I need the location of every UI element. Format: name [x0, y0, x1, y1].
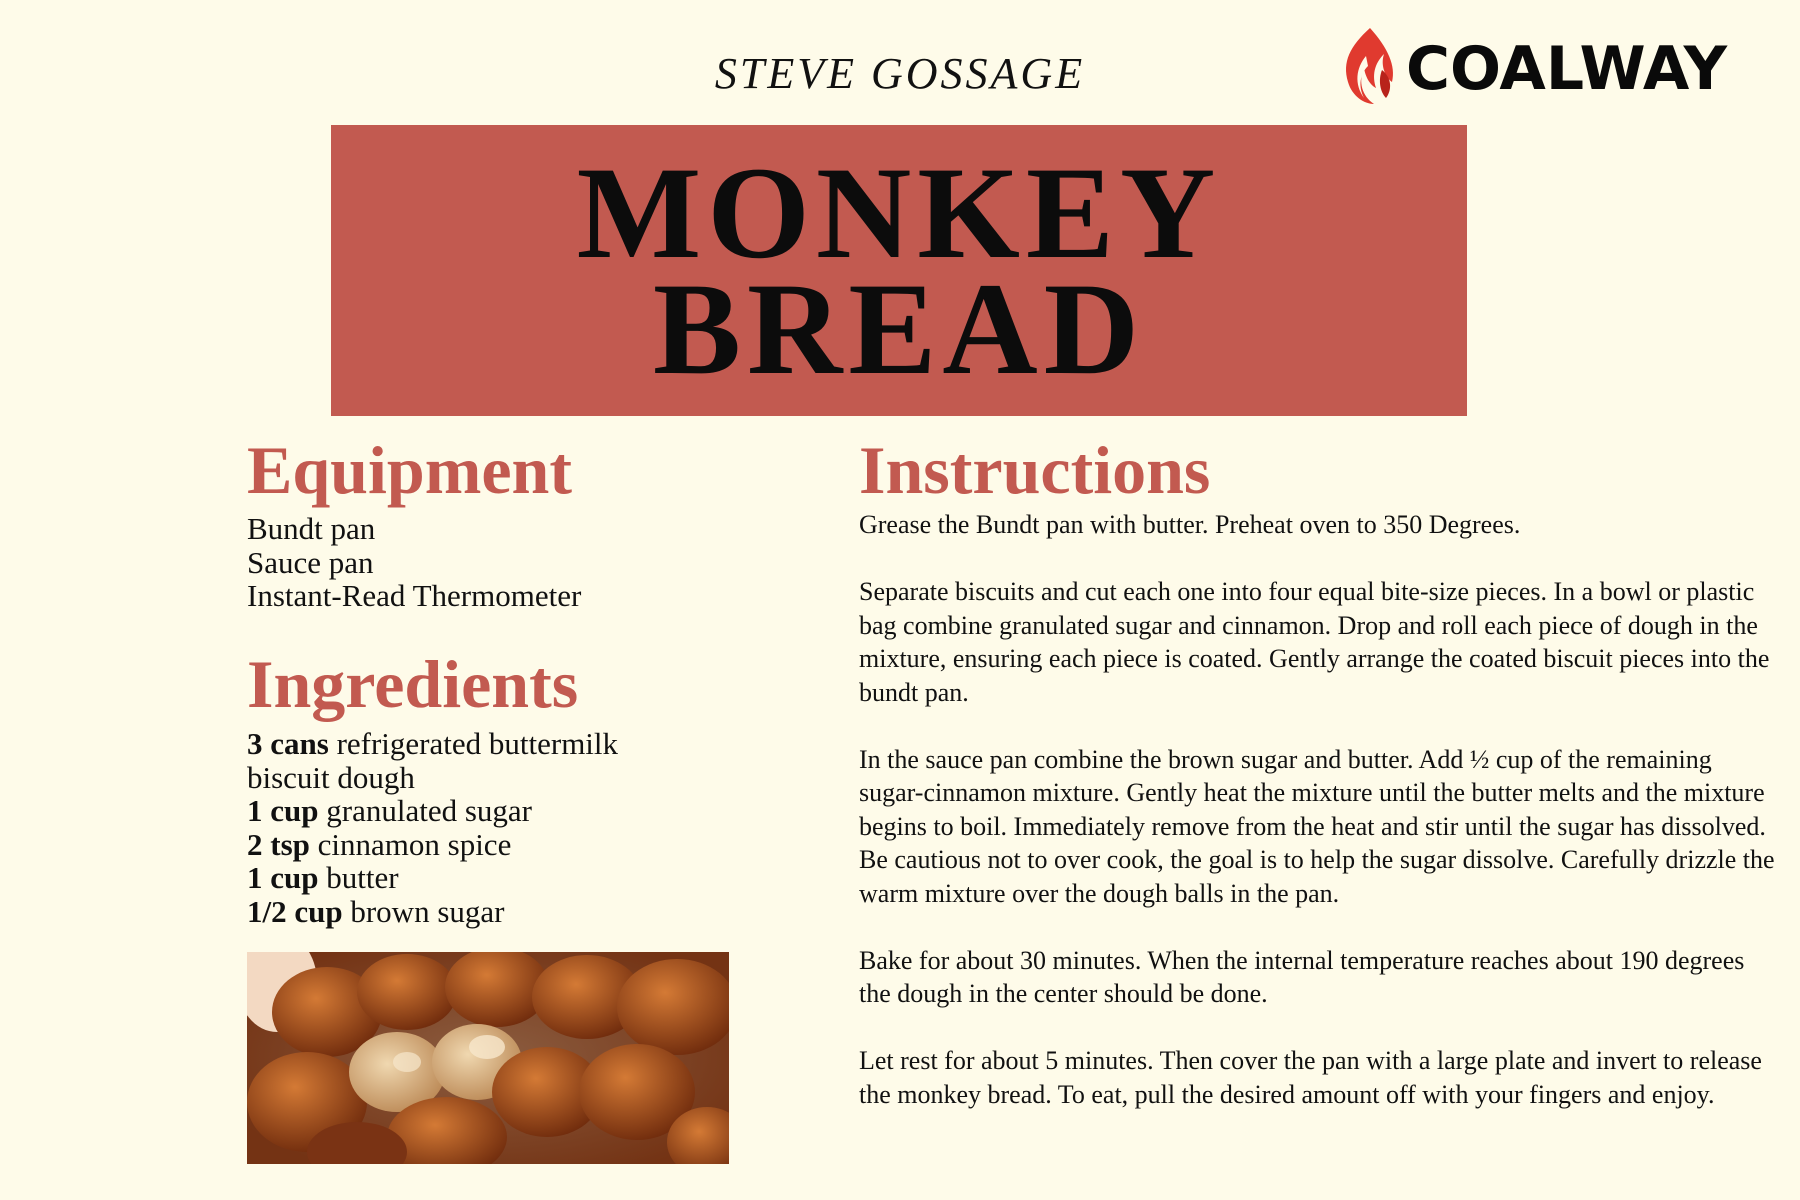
equipment-item: Instant-Read Thermometer — [247, 578, 582, 613]
flame-icon — [1340, 26, 1398, 106]
ingredient-text: cinnamon spice — [309, 826, 512, 862]
ingredient-item — [247, 727, 618, 761]
logo-wordmark: COALWAY — [1406, 34, 1728, 104]
instruction-step: Let rest for about 5 minutes. Then cover the pan with a large plate and invert to release the monkey bread. To eat, pull the desired amount off with your fingers and enjoy. — [859, 1046, 1762, 1109]
author-name: STEVE GOSSAGE — [714, 49, 1086, 98]
ingredient-qty: 1 cup — [247, 793, 319, 828]
equipment-list — [247, 512, 581, 613]
instruction-step: Grease the Bundt pan with butter. Preheat oven to 350 Degrees. — [859, 510, 1521, 539]
ingredient-text: butter — [318, 860, 399, 895]
title-banner — [331, 125, 1467, 416]
instruction-step: Bake for about 30 minutes. When the internal temperature reaches about 190 degrees the dough in the center should be done. — [859, 945, 1745, 1008]
ingredient-qty: 3 cans — [247, 726, 329, 761]
equipment-item: Sauce pan — [247, 544, 374, 580]
title-line-2: BREAD — [652, 254, 1146, 402]
instructions-heading: Instructions — [859, 432, 1211, 508]
coalway-logo — [1330, 20, 1770, 110]
ingredients-list — [247, 727, 618, 928]
ingredient-qty: 2 tsp — [247, 826, 310, 862]
ingredient-item — [247, 761, 618, 795]
ingredient-item — [247, 794, 618, 828]
ingredient-item — [247, 895, 618, 929]
ingredient-text: brown sugar — [342, 893, 505, 929]
ingredients-heading: Ingredients — [247, 646, 579, 722]
ingredient-text: granulated sugar — [318, 793, 532, 828]
instruction-step: Separate biscuits and cut each one into four equal bite-size pieces. In a bowl or plastic bag combine granulated sugar and cinnamon. Drop and roll each piece of dough in the mixture, ensuring each piece is coated. Gently arrange the coated biscuit pieces into the bundt pan. — [859, 577, 1770, 707]
ingredient-text: biscuit dough — [247, 759, 415, 795]
ingredient-item — [247, 861, 618, 895]
ingredient-item — [247, 828, 618, 862]
monkey-bread-photo — [247, 952, 729, 1164]
ingredient-qty: 1 cup — [247, 860, 319, 895]
equipment-item: Bundt pan — [247, 511, 376, 546]
equipment-heading: Equipment — [247, 432, 572, 508]
title-line-1: MONKEY — [576, 138, 1222, 286]
ingredient-qty: 1/2 cup — [247, 893, 343, 929]
instructions-body — [859, 508, 1779, 1145]
ingredient-text: refrigerated buttermilk — [328, 726, 619, 761]
instruction-step: In the sauce pan combine the brown sugar and butter. Add ½ cup of the remaining sugar-cinnamon mixture. Gently heat the mixture until the butter melts and the mixture begins to boil. Immediately remove from the heat and stir until the sugar has dissolved. Be cautious not to over cook, the goal is to help the sugar dissolve. Carefully drizzle the warm mixture over the dough balls in the pan. — [859, 744, 1775, 908]
